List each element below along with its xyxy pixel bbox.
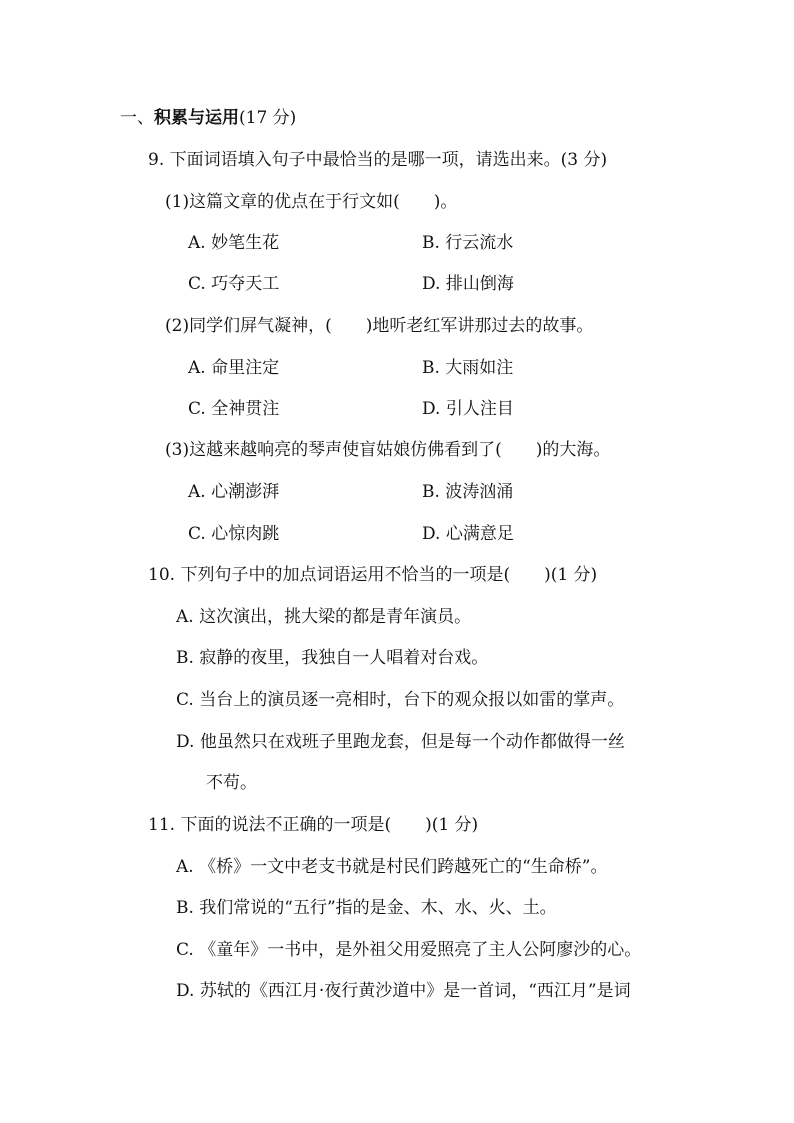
question-9-sub1-option-d[interactable]: D. 排山倒海 [422, 274, 514, 294]
question-9-sub1-stem: (1)这篇文章的优点在于行文如( )。 [165, 192, 458, 212]
question-9-stem: 9. 下面词语填入句子中最恰当的是哪一项，请选出来。(3 分) [148, 150, 608, 170]
section-name: 积累与运用 [154, 108, 239, 128]
question-11-stem: 11. 下面的说法不正确的一项是( )(1 分) [148, 815, 479, 835]
question-11-option-b[interactable]: B. 我们常说的“五行”指的是金、木、水、火、土。 [176, 898, 557, 918]
question-9-sub2-option-d[interactable]: D. 引人注目 [422, 399, 514, 419]
question-9-sub1-option-a[interactable]: A. 妙笔生花 [188, 233, 280, 253]
question-9-sub3-stem: (3)这越来越响亮的琴声使盲姑娘仿佛看到了( )的大海。 [165, 440, 611, 460]
question-9-sub2-stem: (2)同学们屏气凝神，( )地听老红军讲那过去的故事。 [165, 316, 594, 336]
question-10-option-b[interactable]: B. 寂静的夜里，我独自一人唱着对台戏。 [176, 648, 489, 668]
question-11-option-d[interactable]: D. 苏轼的《西江月·夜行黄沙道中》是一首词，“西江月”是词 [176, 981, 631, 1001]
question-9-sub2-option-c[interactable]: C. 全神贯注 [188, 399, 280, 419]
question-9-sub3-option-b[interactable]: B. 波涛汹涌 [422, 482, 514, 502]
question-10-option-d-continued: 不苟。 [206, 773, 257, 793]
section-number: 一、 [120, 108, 154, 128]
question-10-stem: 10. 下列句子中的加点词语运用不恰当的一项是( )(1 分) [148, 565, 598, 585]
question-9-sub1-option-b[interactable]: B. 行云流水 [422, 233, 514, 253]
section-points: (17 分) [239, 108, 297, 128]
question-11-option-a[interactable]: A. 《桥》一文中老支书就是村民们跨越死亡的“生命桥”。 [176, 857, 608, 877]
question-9-sub2-option-a[interactable]: A. 命里注定 [188, 358, 280, 378]
question-10-option-a[interactable]: A. 这次演出，挑大梁的都是青年演员。 [176, 607, 472, 627]
question-9-sub2-option-b[interactable]: B. 大雨如注 [422, 358, 514, 378]
question-9-sub3-option-c[interactable]: C. 心惊肉跳 [188, 524, 280, 544]
question-9-sub1-option-c[interactable]: C. 巧夺天工 [188, 274, 280, 294]
question-10-option-c[interactable]: C. 当台上的演员逐一亮相时，台下的观众报以如雷的掌声。 [176, 690, 625, 710]
question-11-option-c[interactable]: C. 《童年》一书中，是外祖父用爱照亮了主人公阿廖沙的心。 [176, 940, 642, 960]
section-title [120, 107, 296, 129]
question-9-sub3-option-a[interactable]: A. 心潮澎湃 [188, 482, 280, 502]
question-10-option-d[interactable]: D. 他虽然只在戏班子里跑龙套，但是每一个动作都做得一丝 [176, 732, 625, 752]
question-9-sub3-option-d[interactable]: D. 心满意足 [422, 524, 514, 544]
